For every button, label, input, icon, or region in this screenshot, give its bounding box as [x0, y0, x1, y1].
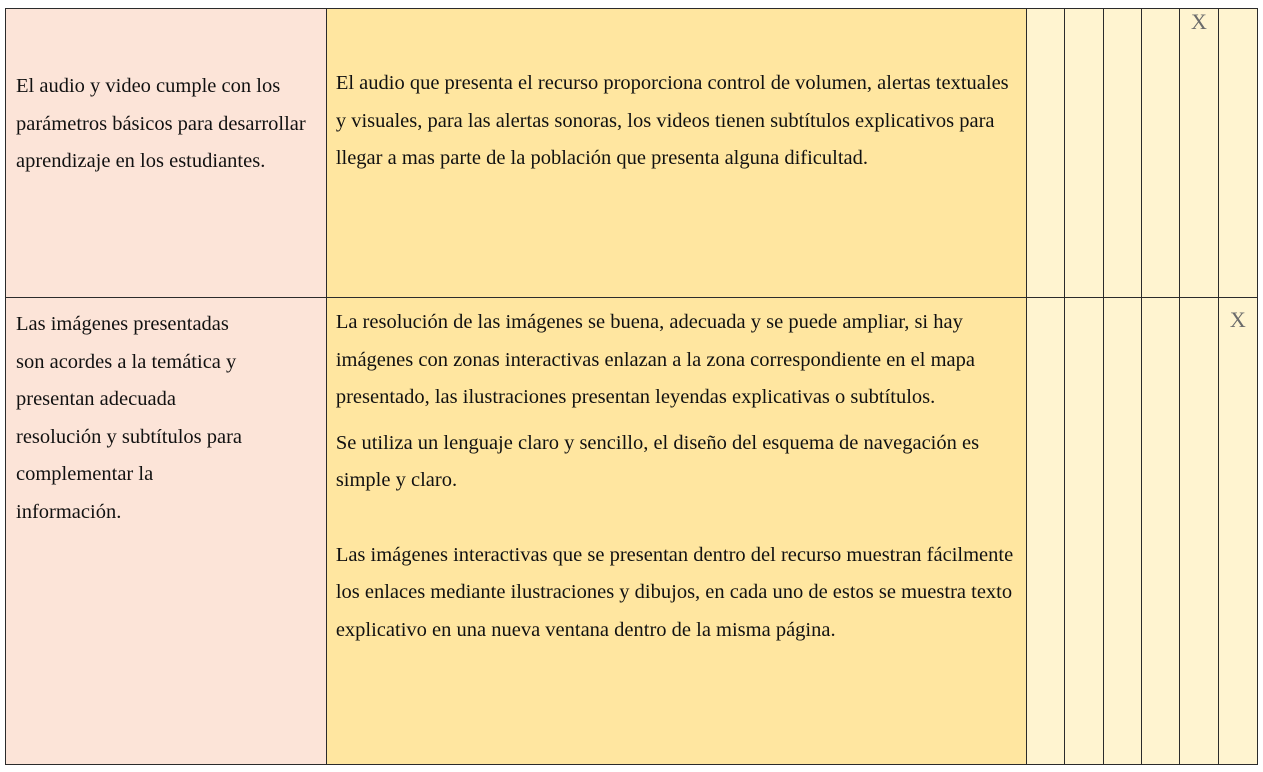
- criterion-text: El audio y video cumple con los parámetros básicos para desarrollar aprendizaje en los estudiantes.: [16, 75, 306, 172]
- rating-cell-1: [1026, 298, 1064, 765]
- criterion-cell: [6, 298, 327, 765]
- criterion-cell: [6, 9, 327, 298]
- rating-cell-5: [1180, 9, 1218, 298]
- description-cell: [326, 298, 1026, 765]
- rating-mark: [1065, 298, 1102, 309]
- rating-mark: [1065, 9, 1102, 11]
- rating-cell-4: [1141, 298, 1179, 765]
- rating-cell-3: [1103, 298, 1141, 765]
- description-paragraph: Se utiliza un lenguaje claro y sencillo, el diseño del esquema de navegación es simple y claro.: [335, 431, 980, 491]
- rating-mark: [1027, 298, 1064, 309]
- rating-cell-4: [1141, 9, 1179, 298]
- table-row: [6, 298, 1258, 765]
- evaluation-rubric-table: [5, 8, 1258, 765]
- rating-mark: [1219, 9, 1257, 11]
- rating-cell-6: [1218, 298, 1257, 765]
- rating-mark: [1142, 9, 1179, 11]
- rating-cell-6: [1218, 9, 1257, 298]
- rating-mark: [1104, 298, 1141, 309]
- description-paragraph: La resolución de las imágenes se buena, adecuada y se puede ampliar, si hay imágenes con zonas interactivas enlazan a la zona correspondiente en el mapa presentado, las ilustraciones presentan leyendas explicativas o subtítulos.: [335, 311, 975, 408]
- description-paragraph: El audio que presenta el recurso proporciona control de volumen, alertas textuales y visuales, para las alertas sonoras, los videos tienen subtítulos explicativos para llegar a mas parte de la población que presenta alguna dificultad.: [335, 72, 1009, 169]
- rating-cell-5: [1180, 298, 1218, 765]
- criterion-text: Las imágenes presentadas son acordes a la temática y presentan adecuada resolución y subtítulos para complementar la información.: [16, 313, 243, 523]
- rating-mark: X: [1190, 9, 1207, 34]
- table-row: [6, 9, 1258, 298]
- rating-mark: [1180, 298, 1217, 309]
- description-paragraph: Las imágenes interactivas que se presentan dentro del recurso muestran fácilmente los enlaces mediante ilustraciones y dibujos, en cada uno de estos se muestra texto explicativo en una nueva ventana dentro de la misma página.: [335, 543, 1014, 641]
- rating-mark: [1142, 298, 1179, 309]
- rating-cell-3: [1103, 9, 1141, 298]
- rating-cell-2: [1065, 298, 1103, 765]
- rating-mark: [1027, 9, 1064, 11]
- rating-cell-2: [1065, 9, 1103, 298]
- rating-cell-1: [1026, 9, 1064, 298]
- rating-mark: X: [1229, 307, 1246, 332]
- rating-mark: [1104, 9, 1141, 11]
- description-cell: [326, 9, 1026, 298]
